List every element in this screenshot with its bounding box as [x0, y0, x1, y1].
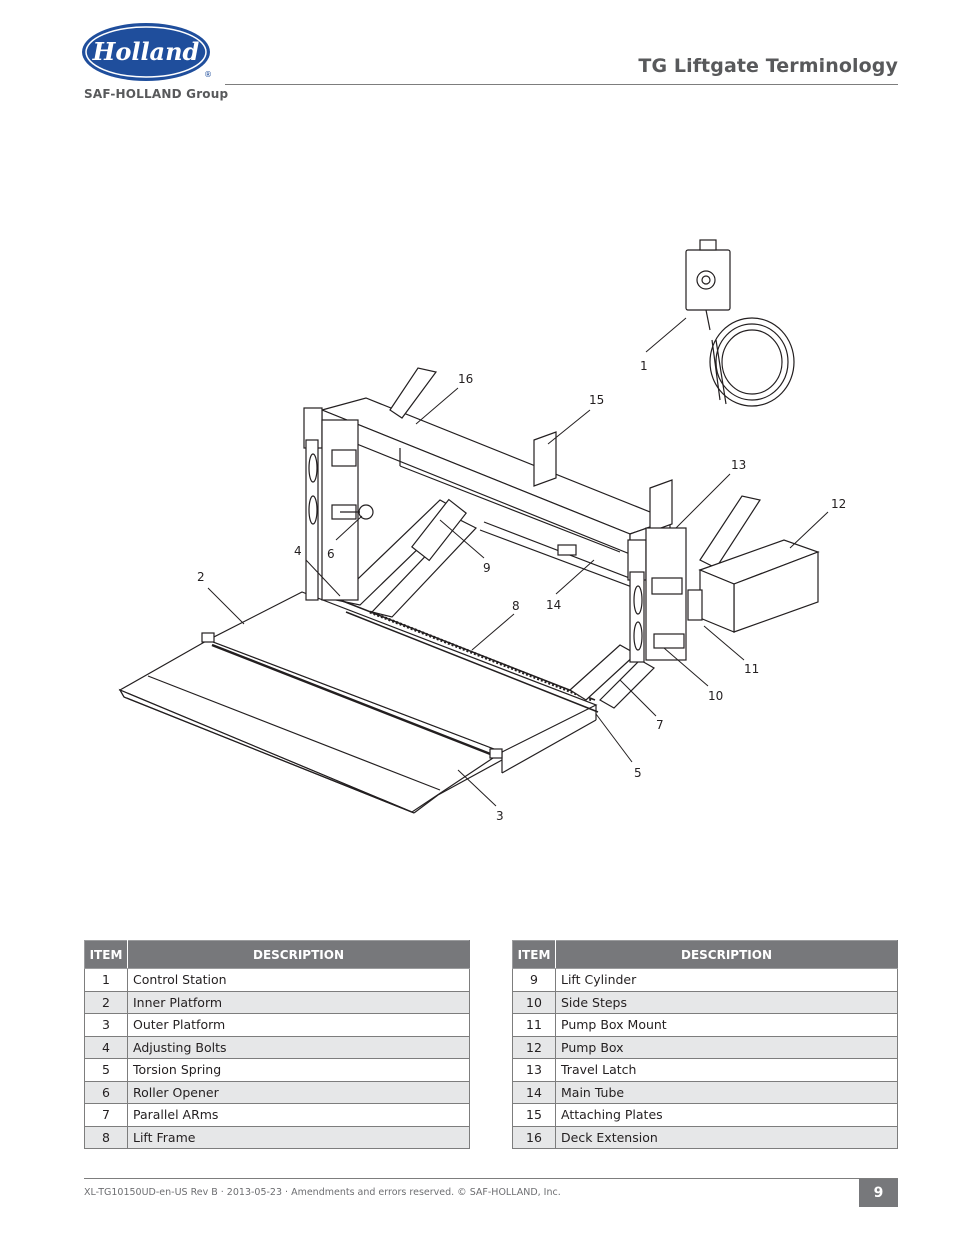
col-item-header: ITEM [85, 941, 128, 969]
item-description: Pump Box [556, 1036, 898, 1059]
item-number: 14 [513, 1081, 556, 1104]
table-row [513, 1081, 898, 1104]
table-header-row [85, 941, 470, 969]
table-row [85, 969, 470, 992]
item-number: 13 [513, 1059, 556, 1082]
col-description-header: DESCRIPTION [128, 941, 470, 969]
callout-11: 11 [744, 662, 760, 676]
table-row [513, 1036, 898, 1059]
callout-15: 15 [589, 393, 605, 407]
footer-divider [84, 1178, 898, 1179]
table-row [85, 1126, 470, 1149]
callout-16: 16 [458, 372, 474, 386]
callout-4: 4 [294, 544, 302, 558]
table-row [513, 969, 898, 992]
item-description: Parallel ARms [128, 1104, 470, 1127]
table-row [513, 1104, 898, 1127]
terminology-table-right [512, 940, 898, 1149]
item-description: Pump Box Mount [556, 1014, 898, 1037]
logo-group-name: SAF-HOLLAND Group [84, 87, 229, 101]
item-description: Control Station [128, 969, 470, 992]
item-description: Lift Cylinder [556, 969, 898, 992]
callout-9: 9 [483, 561, 491, 575]
item-description: Inner Platform [128, 991, 470, 1014]
item-description: Torsion Spring [128, 1059, 470, 1082]
col-item-header: ITEM [513, 941, 556, 969]
item-number: 7 [85, 1104, 128, 1127]
terminology-table-left [84, 940, 470, 1149]
callout-6: 6 [327, 547, 335, 561]
item-description: Attaching Plates [556, 1104, 898, 1127]
item-number: 1 [85, 969, 128, 992]
item-number: 11 [513, 1014, 556, 1037]
right-side-frame [628, 528, 686, 662]
callout-5: 5 [634, 766, 642, 780]
item-number: 12 [513, 1036, 556, 1059]
item-description: Adjusting Bolts [128, 1036, 470, 1059]
control-station [686, 240, 794, 406]
callout-12: 12 [831, 497, 847, 511]
item-number: 8 [85, 1126, 128, 1149]
callout-2: 2 [197, 570, 205, 584]
logo-wordmark: Holland [92, 37, 200, 66]
table-row [85, 1036, 470, 1059]
table-row [513, 991, 898, 1014]
callout-10: 10 [708, 689, 724, 703]
table-row [85, 1104, 470, 1127]
table-row [513, 1014, 898, 1037]
table-row [85, 1059, 470, 1082]
item-number: 2 [85, 991, 128, 1014]
item-description: Deck Extension [556, 1126, 898, 1149]
svg-text:®: ® [204, 70, 212, 79]
deck-extension [322, 398, 670, 554]
page-number: 9 [859, 1179, 898, 1207]
item-description: Side Steps [556, 991, 898, 1014]
item-description: Main Tube [556, 1081, 898, 1104]
item-number: 5 [85, 1059, 128, 1082]
callout-13: 13 [731, 458, 747, 472]
page-title: TG Liftgate Terminology [638, 55, 898, 77]
callout-14: 14 [546, 598, 562, 612]
item-description: Outer Platform [128, 1014, 470, 1037]
item-number: 9 [513, 969, 556, 992]
callout-7: 7 [656, 718, 664, 732]
table-row [513, 1126, 898, 1149]
item-number: 10 [513, 991, 556, 1014]
table-row [513, 1059, 898, 1082]
item-number: 6 [85, 1081, 128, 1104]
callout-8: 8 [512, 599, 520, 613]
col-description-header: DESCRIPTION [556, 941, 898, 969]
item-description: Lift Frame [128, 1126, 470, 1149]
item-number: 15 [513, 1104, 556, 1127]
table-header-row [513, 941, 898, 969]
item-number: 4 [85, 1036, 128, 1059]
footer-doc-info: XL-TG10150UD-en-US Rev B · 2013-05-23 · Amendments and errors reserved. © SAF-HOLLAND, Inc. [84, 1187, 561, 1198]
table-row [85, 1081, 470, 1104]
item-number: 16 [513, 1126, 556, 1149]
table-row [85, 1014, 470, 1037]
item-description: Roller Opener [128, 1081, 470, 1104]
callout-3: 3 [496, 809, 504, 823]
item-number: 3 [85, 1014, 128, 1037]
item-description: Travel Latch [556, 1059, 898, 1082]
callout-1: 1 [640, 359, 648, 373]
table-row [85, 991, 470, 1014]
